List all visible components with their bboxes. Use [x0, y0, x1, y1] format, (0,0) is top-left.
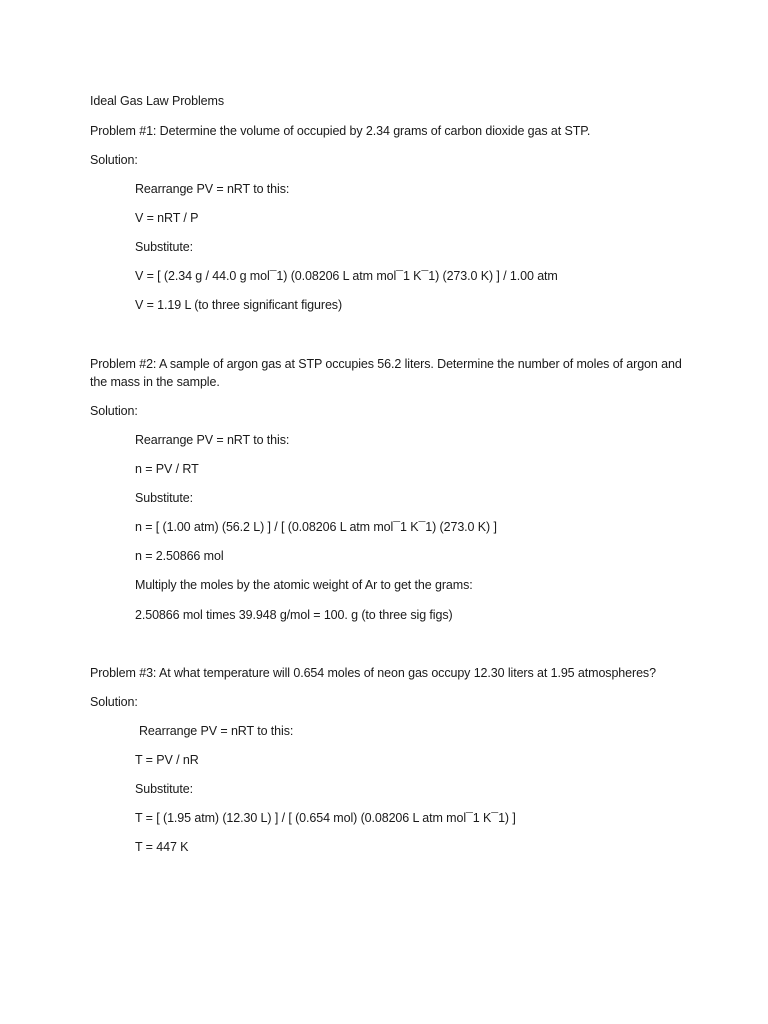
- problem-1-step: V = 1.19 L (to three significant figures): [135, 298, 343, 312]
- problem-2-step: n = [ (1.00 atm) (56.2 L) ] / [ (0.08206 L atm mol¯1 K¯1) (273.0 K) ]: [135, 520, 497, 534]
- problem-3-solution-label: Solution:: [90, 695, 138, 709]
- problem-3-step: T = [ (1.95 atm) (12.30 L) ] / [ (0.654 mol) (0.08206 L atm mol¯1 K¯1) ]: [135, 811, 516, 825]
- problem-2-solution-label: Solution:: [90, 404, 138, 418]
- problem-1-solution-label: Solution:: [90, 153, 138, 167]
- problem-1-step: V = nRT / P: [135, 211, 199, 225]
- problem-3-step: T = 447 K: [135, 840, 189, 854]
- problem-2-step: 2.50866 mol times 39.948 g/mol = 100. g (to three sig figs): [135, 608, 453, 622]
- problem-1-step: V = [ (2.34 g / 44.0 g mol¯1) (0.08206 L atm mol¯1 K¯1) (273.0 K) ] / 1.00 atm: [135, 269, 558, 283]
- problem-3-step: Rearrange PV = nRT to this:: [139, 724, 294, 738]
- problem-2-step: n = PV / RT: [135, 462, 199, 476]
- problem-3-step: T = PV / nR: [135, 753, 199, 767]
- problem-2-step: Rearrange PV = nRT to this:: [135, 433, 290, 447]
- problem-3-statement: Problem #3: At what temperature will 0.654 moles of neon gas occupy 12.30 liters at 1.95 atmospheres?: [90, 666, 656, 680]
- problem-1-step: Rearrange PV = nRT to this:: [135, 182, 290, 196]
- problem-2-step: n = 2.50866 mol: [135, 549, 224, 563]
- problem-3-step: Substitute:: [135, 782, 193, 796]
- document-title: Ideal Gas Law Problems: [90, 94, 224, 108]
- problem-1-step: Substitute:: [135, 240, 193, 254]
- problem-1-statement: Problem #1: Determine the volume of occupied by 2.34 grams of carbon dioxide gas at STP.: [90, 124, 591, 138]
- problem-2-step: Multiply the moles by the atomic weight of Ar to get the grams:: [135, 578, 473, 592]
- problem-2-step: Substitute:: [135, 491, 193, 505]
- problem-2-statement: Problem #2: A sample of argon gas at STP occupies 56.2 liters. Determine the number of moles of argon and the mass in the sample.: [90, 357, 682, 389]
